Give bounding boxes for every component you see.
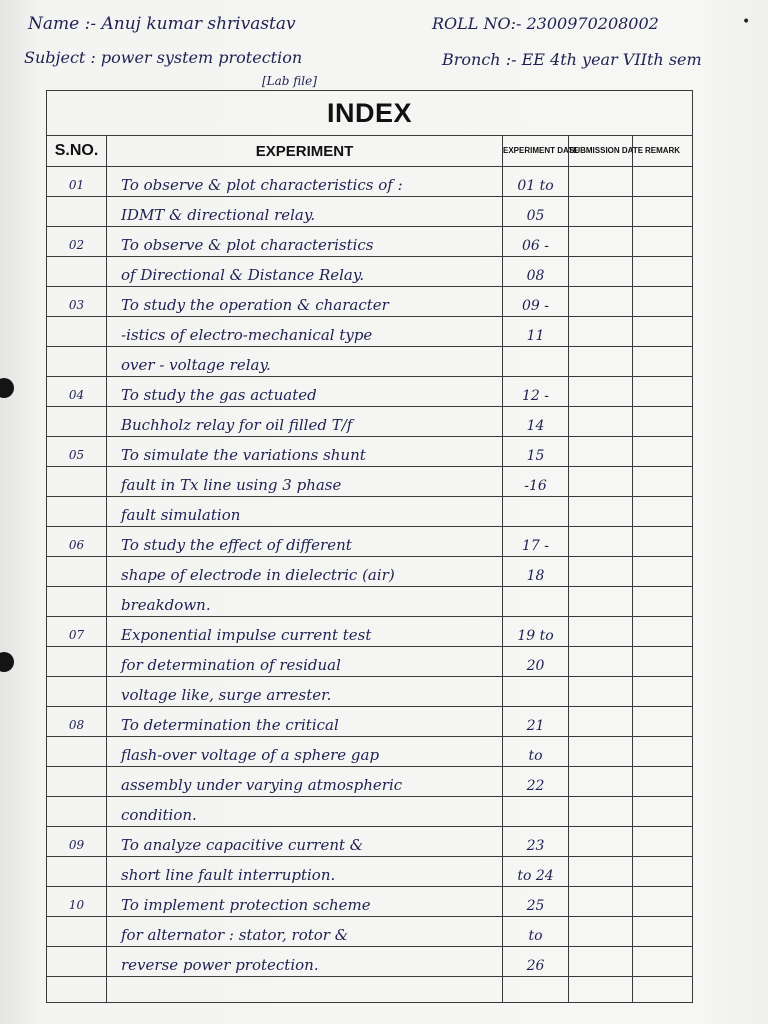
remark-cell — [633, 857, 693, 887]
empty-cell — [569, 977, 633, 1003]
serial-number-cell: 09 — [47, 827, 107, 857]
remark-column-header: REMARK — [633, 136, 693, 167]
experiment-cell: short line fault interruption. — [107, 857, 503, 887]
remark-cell — [633, 257, 693, 287]
experiment-cell: To simulate the variations shunt — [107, 437, 503, 467]
experiment-cell: Exponential impulse current test — [107, 617, 503, 647]
table-row — [47, 647, 693, 677]
remark-cell — [633, 917, 693, 947]
roll-number: ROLL NO:- 2300970208002 — [432, 14, 659, 33]
serial-number-cell — [47, 917, 107, 947]
experiment-cell: for alternator : stator, rotor & — [107, 917, 503, 947]
table-row — [47, 677, 693, 707]
remark-cell — [633, 407, 693, 437]
remark-cell — [633, 887, 693, 917]
submission-date-cell — [569, 917, 633, 947]
remark-cell — [633, 347, 693, 377]
submission-date-column-header: SUBMISSION DATE — [569, 136, 633, 167]
student-name: Name :- Anuj kumar shrivastav — [28, 14, 296, 34]
table-row — [47, 767, 693, 797]
submission-date-cell — [569, 497, 633, 527]
experiment-cell: To observe & plot characteristics — [107, 227, 503, 257]
experiment-date-cell — [503, 677, 569, 707]
experiment-cell: To implement protection scheme — [107, 887, 503, 917]
serial-number-cell: 04 — [47, 377, 107, 407]
experiment-cell: of Directional & Distance Relay. — [107, 257, 503, 287]
experiment-cell: fault in Tx line using 3 phase — [107, 467, 503, 497]
serial-number-cell: 03 — [47, 287, 107, 317]
column-header-row — [47, 136, 693, 167]
submission-date-cell — [569, 707, 633, 737]
table-row — [47, 167, 693, 197]
experiment-date-cell: 12 - — [503, 377, 569, 407]
experiment-cell: Buchholz relay for oil filled T/f — [107, 407, 503, 437]
table-row — [47, 797, 693, 827]
table-row — [47, 497, 693, 527]
remark-cell — [633, 947, 693, 977]
experiment-date-cell: 14 — [503, 407, 569, 437]
submission-date-cell — [569, 437, 633, 467]
serial-number-cell — [47, 497, 107, 527]
experiment-cell: IDMT & directional relay. — [107, 197, 503, 227]
empty-cell — [107, 977, 503, 1003]
experiment-date-cell: to 24 — [503, 857, 569, 887]
serial-number-cell — [47, 557, 107, 587]
serial-number-cell: 08 — [47, 707, 107, 737]
submission-date-cell — [569, 227, 633, 257]
table-row — [47, 467, 693, 497]
experiment-cell: condition. — [107, 797, 503, 827]
branch-line: Bronch :- EE 4th year VIIth sem — [442, 50, 702, 69]
serial-number-cell: 01 — [47, 167, 107, 197]
table-row — [47, 257, 693, 287]
serial-number-cell: 06 — [47, 527, 107, 557]
remark-cell — [633, 587, 693, 617]
experiment-cell: To study the effect of different — [107, 527, 503, 557]
table-row — [47, 857, 693, 887]
experiment-date-cell — [503, 347, 569, 377]
submission-date-cell — [569, 527, 633, 557]
experiment-date-cell — [503, 587, 569, 617]
table-row — [47, 737, 693, 767]
experiment-date-column-header: EXPERIMENT DATE — [503, 136, 569, 167]
submission-date-cell — [569, 287, 633, 317]
table-row — [47, 347, 693, 377]
serial-number-cell — [47, 677, 107, 707]
serial-number-cell — [47, 407, 107, 437]
experiment-date-cell: 09 - — [503, 287, 569, 317]
experiment-date-cell: to — [503, 917, 569, 947]
experiment-date-cell: 01 to — [503, 167, 569, 197]
table-row — [47, 407, 693, 437]
remark-cell — [633, 827, 693, 857]
experiment-cell: fault simulation — [107, 497, 503, 527]
table-row — [47, 377, 693, 407]
ink-dot: • — [742, 14, 751, 30]
serial-number-cell — [47, 857, 107, 887]
experiment-date-cell: -16 — [503, 467, 569, 497]
experiment-cell: flash-over voltage of a sphere gap — [107, 737, 503, 767]
serial-number-cell — [47, 257, 107, 287]
experiment-date-cell: 05 — [503, 197, 569, 227]
experiment-date-cell: to — [503, 737, 569, 767]
submission-date-cell — [569, 347, 633, 377]
submission-date-cell — [569, 197, 633, 227]
experiment-date-cell: 06 - — [503, 227, 569, 257]
experiment-cell: To determination the critical — [107, 707, 503, 737]
experiment-cell: To study the gas actuated — [107, 377, 503, 407]
experiment-cell: To study the operation & character — [107, 287, 503, 317]
experiment-date-cell: 11 — [503, 317, 569, 347]
serial-number-cell — [47, 347, 107, 377]
index-title: INDEX — [326, 97, 413, 128]
remark-cell — [633, 317, 693, 347]
submission-date-cell — [569, 407, 633, 437]
binder-hole-icon — [0, 378, 14, 398]
table-row — [47, 917, 693, 947]
serial-number-cell — [47, 767, 107, 797]
experiment-date-cell — [503, 797, 569, 827]
table-row — [47, 227, 693, 257]
experiment-date-cell: 26 — [503, 947, 569, 977]
remark-cell — [633, 227, 693, 257]
table-row — [47, 617, 693, 647]
remark-cell — [633, 707, 693, 737]
submission-date-cell — [569, 167, 633, 197]
remark-cell — [633, 437, 693, 467]
experiment-cell: To analyze capacitive current & — [107, 827, 503, 857]
serial-number-cell: 02 — [47, 227, 107, 257]
serial-number-cell — [47, 317, 107, 347]
submission-date-cell — [569, 827, 633, 857]
empty-cell — [47, 977, 107, 1003]
table-row — [47, 947, 693, 977]
serial-number-cell — [47, 467, 107, 497]
submission-date-cell — [569, 737, 633, 767]
empty-cell — [503, 977, 569, 1003]
serial-number-cell — [47, 587, 107, 617]
experiment-cell: for determination of residual — [107, 647, 503, 677]
serial-number-cell — [47, 197, 107, 227]
experiment-cell: shape of electrode in dielectric (air) — [107, 557, 503, 587]
submission-date-cell — [569, 557, 633, 587]
experiment-date-cell: 08 — [503, 257, 569, 287]
table-row — [47, 317, 693, 347]
table-row — [47, 887, 693, 917]
table-row — [47, 707, 693, 737]
experiment-cell: To observe & plot characteristics of : — [107, 167, 503, 197]
experiment-date-cell: 22 — [503, 767, 569, 797]
submission-date-cell — [569, 377, 633, 407]
remark-cell — [633, 527, 693, 557]
remark-cell — [633, 767, 693, 797]
remark-cell — [633, 557, 693, 587]
experiment-date-cell: 19 to — [503, 617, 569, 647]
experiment-cell: breakdown. — [107, 587, 503, 617]
experiment-date-cell: 18 — [503, 557, 569, 587]
index-title-cell — [47, 91, 693, 136]
submission-date-cell — [569, 647, 633, 677]
experiment-cell: over - voltage relay. — [107, 347, 503, 377]
table-row — [47, 587, 693, 617]
table-row — [47, 287, 693, 317]
experiment-column-header: EXPERIMENT — [107, 136, 503, 167]
empty-row — [47, 977, 693, 1003]
remark-cell — [633, 497, 693, 527]
table-row — [47, 827, 693, 857]
experiment-cell: assembly under varying atmospheric — [107, 767, 503, 797]
experiment-date-cell: 23 — [503, 827, 569, 857]
experiment-date-cell — [503, 497, 569, 527]
experiment-cell: voltage like, surge arrester. — [107, 677, 503, 707]
sno-column-header: S.NO. — [47, 136, 107, 167]
experiment-cell: reverse power protection. — [107, 947, 503, 977]
experiment-date-cell: 21 — [503, 707, 569, 737]
submission-date-cell — [569, 467, 633, 497]
binder-hole-icon — [0, 652, 14, 672]
experiment-date-cell: 17 - — [503, 527, 569, 557]
remark-cell — [633, 677, 693, 707]
table-row — [47, 197, 693, 227]
remark-cell — [633, 197, 693, 227]
experiment-date-cell: 25 — [503, 887, 569, 917]
remark-cell — [633, 287, 693, 317]
remark-cell — [633, 467, 693, 497]
submission-date-cell — [569, 677, 633, 707]
remark-cell — [633, 617, 693, 647]
submission-date-cell — [569, 767, 633, 797]
submission-date-cell — [569, 797, 633, 827]
serial-number-cell: 07 — [47, 617, 107, 647]
table-row — [47, 437, 693, 467]
remark-cell — [633, 377, 693, 407]
submission-date-cell — [569, 887, 633, 917]
submission-date-cell — [569, 317, 633, 347]
table-row — [47, 557, 693, 587]
index-table — [46, 90, 693, 1003]
index-title-row — [47, 91, 693, 136]
lab-file-label: [Lab file] — [262, 74, 317, 88]
remark-cell — [633, 797, 693, 827]
remark-cell — [633, 737, 693, 767]
remark-cell — [633, 647, 693, 677]
table-row — [47, 527, 693, 557]
submission-date-cell — [569, 857, 633, 887]
serial-number-cell: 05 — [47, 437, 107, 467]
submission-date-cell — [569, 587, 633, 617]
remark-cell — [633, 167, 693, 197]
experiment-date-cell: 15 — [503, 437, 569, 467]
empty-cell — [633, 977, 693, 1003]
experiment-date-cell: 20 — [503, 647, 569, 677]
serial-number-cell — [47, 737, 107, 767]
submission-date-cell — [569, 257, 633, 287]
submission-date-cell — [569, 947, 633, 977]
serial-number-cell — [47, 947, 107, 977]
serial-number-cell: 10 — [47, 887, 107, 917]
serial-number-cell — [47, 647, 107, 677]
subject-line: Subject : power system protection — [24, 48, 303, 67]
experiment-cell: -istics of electro-mechanical type — [107, 317, 503, 347]
serial-number-cell — [47, 797, 107, 827]
submission-date-cell — [569, 617, 633, 647]
